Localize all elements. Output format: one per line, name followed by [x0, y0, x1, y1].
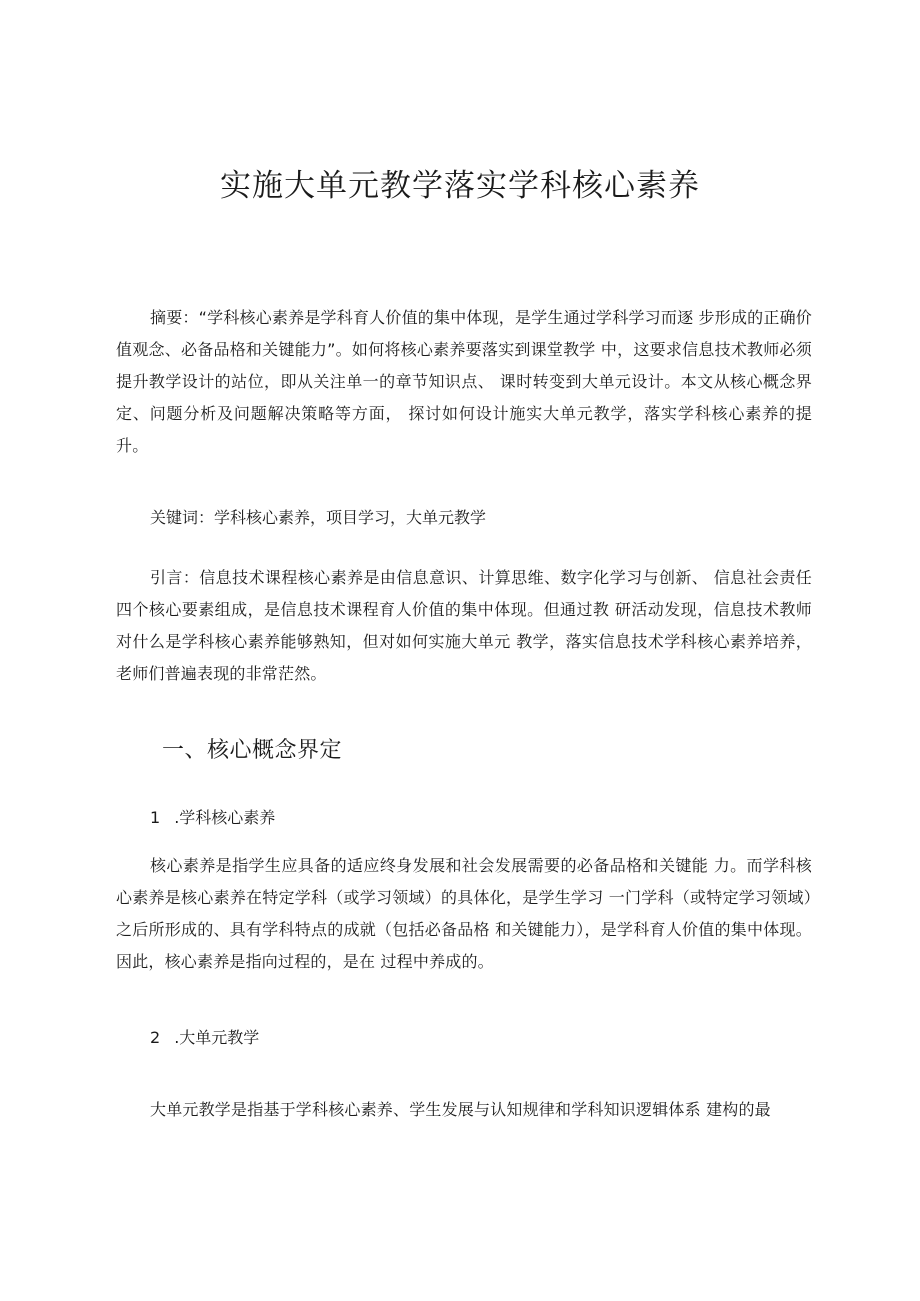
document-title: 实施大单元教学落实学科核心素养: [220, 168, 700, 204]
subheading-number: 1: [150, 808, 161, 827]
subheading-title: .大单元教学: [174, 1028, 260, 1047]
abstract-paragraph: 摘要：“学科核心素养是学科育人价值的集中体现，是学生通过学科学习而逐 步形成的正确价值观念、必备品格和关键能力”。如何将核心素养要落实到课堂教学 中，这要求信息技术教师必须提升教学设计的站位，即从关注单一的章节知识点、 课时转变到大单元设计。本文从核心概念界定、问题分析及问题解决策略等方面， 探讨如何设计施实大单元教学，落实学科核心素养的提升。: [116, 308, 812, 455]
section-heading-1: 一、核心概念界定: [162, 738, 343, 763]
core-literacy-paragraph: 核心素养是指学生应具备的适应终身发展和社会发展需要的必备品格和关键能 力。而学科核心素养是核心素养在特定学科（或学习领域）的具体化，是学生学习 一门学科（或特定学习领域）之后所形成的、具有学科特点的成就（包括必备品格 和关键能力），是学科育人价值的集中体现。因此，核心素养是指向过程的，是在 过程中养成的。: [116, 856, 812, 971]
subheading-title: .学科核心素养: [174, 808, 276, 827]
keywords-line: 关键词：学科核心素养，项目学习，大单元教学: [150, 508, 487, 527]
subheading-number: 2: [150, 1028, 161, 1047]
subheading-2: [150, 1022, 259, 1054]
intro-paragraph: 引言：信息技术课程核心素养是由信息意识、计算思维、数字化学习与创新、 信息社会责任四个核心要素组成，是信息技术课程育人价值的集中体现。但通过教 研活动发现，信息技术教师对什么是学科核心素养能够熟知，但对如何实施大单元 教学，落实信息技术学科核心素养培养，老师们普遍表现的非常茫然。: [116, 568, 812, 683]
big-unit-paragraph: 大单元教学是指基于学科核心素养、学生发展与认知规律和学科知识逻辑体系 建构的最: [150, 1100, 771, 1119]
subheading-1: [150, 802, 275, 834]
